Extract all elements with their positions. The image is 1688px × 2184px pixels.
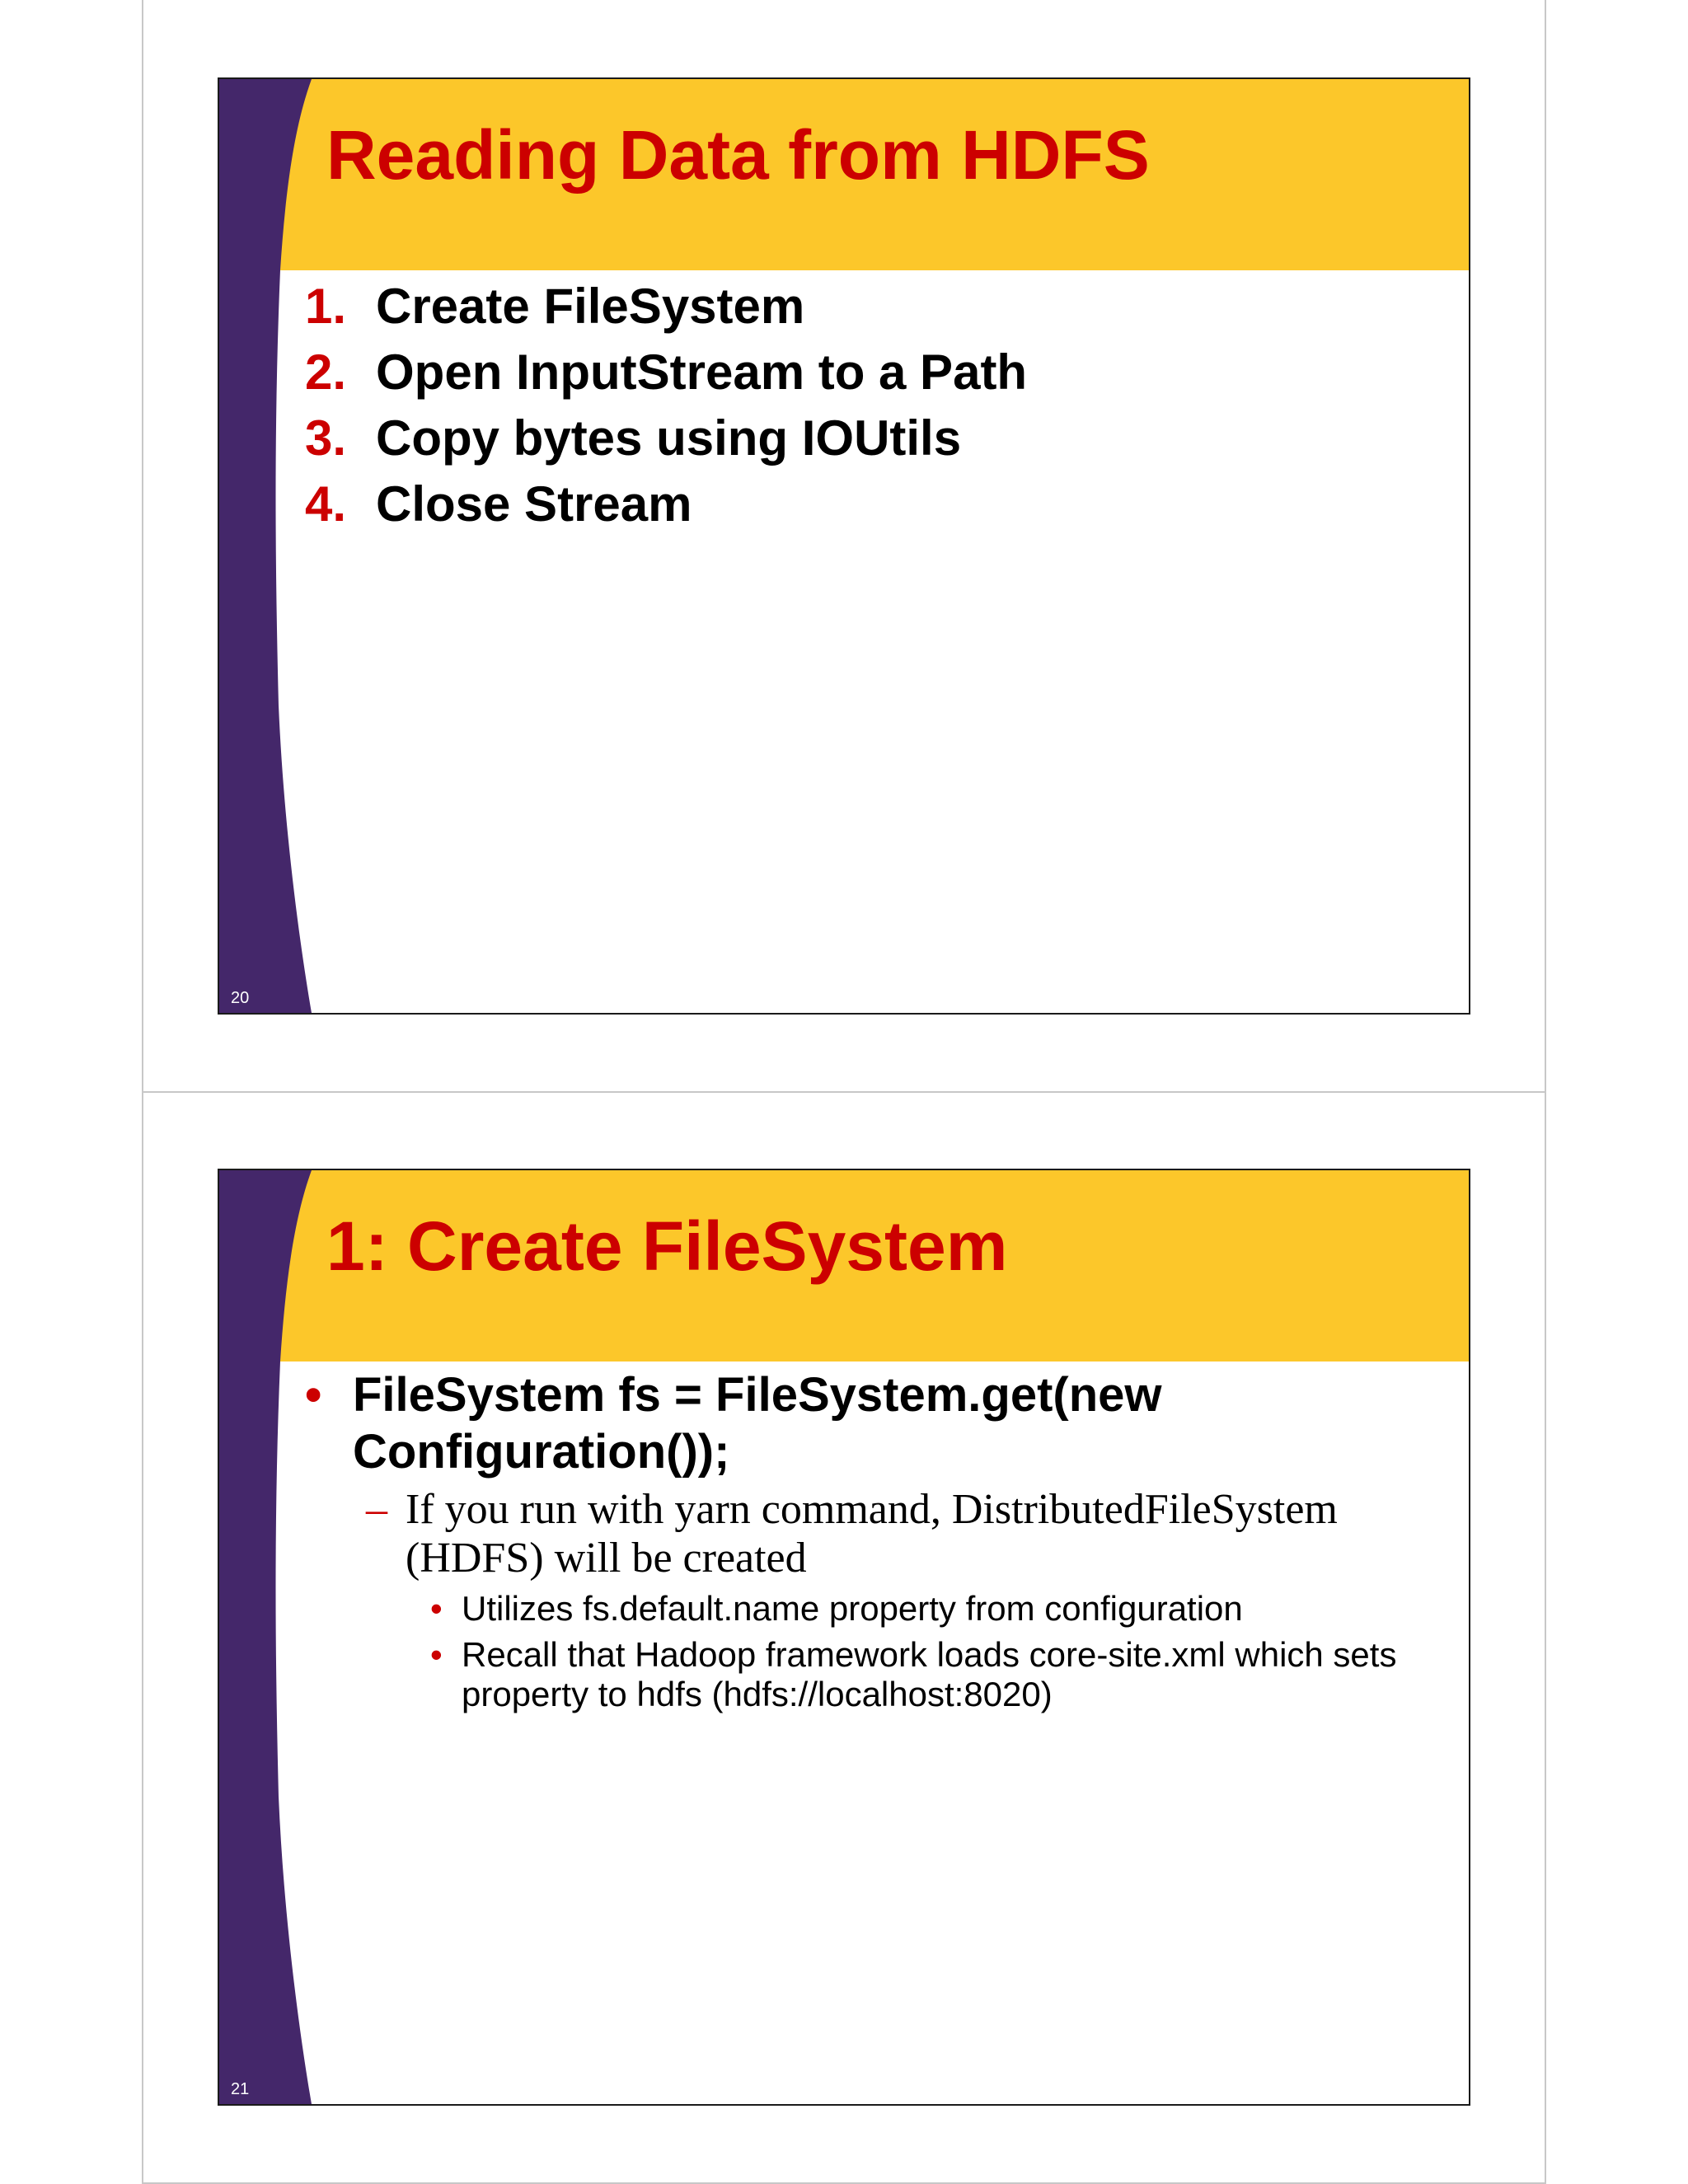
code-line: Configuration()); (353, 1425, 730, 1479)
slide-create-filesystem (218, 1169, 1470, 2106)
bullet-text: Utilizes fs.default.name property from configuration (462, 1589, 1243, 1628)
slide-content (305, 1366, 1442, 1714)
list-item (305, 471, 1027, 537)
slide-number: 21 (231, 2080, 250, 2098)
step-text: Copy bytes using IOUtils (376, 410, 962, 466)
bullet-marker: • (305, 1368, 322, 1422)
list-item (305, 340, 1027, 405)
list-item (305, 405, 1027, 471)
step-text: Close Stream (376, 476, 692, 532)
bullet-text: Recall that Hadoop framework loads core-site.xml which sets property to hdfs (hdfs://localhost:8020) (462, 1635, 1397, 1713)
step-number: 4. (305, 476, 347, 532)
bullet-level-1 (305, 1366, 1442, 1480)
slide-title: Reading Data from HDFS (326, 116, 1150, 194)
code-line: FileSystem fs = FileSystem.get(new (353, 1368, 1162, 1422)
bullet-marker: • (430, 1635, 443, 1674)
slide-reading-data (218, 77, 1470, 1015)
step-number: 3. (305, 410, 347, 466)
slide-background (219, 79, 1469, 1013)
bullet-level-2 (305, 1485, 1442, 1582)
step-number: 1. (305, 279, 347, 334)
steps-list (305, 274, 1027, 537)
bullet-text: If you run with yarn command, DistributedFileSystem (HDFS) will be created (406, 1486, 1338, 1582)
list-item (305, 274, 1027, 340)
step-text: Create FileSystem (376, 279, 805, 334)
bullet-level-3 (305, 1635, 1442, 1714)
dash-marker: – (366, 1486, 387, 1533)
bullet-level-3 (305, 1589, 1442, 1629)
step-number: 2. (305, 344, 347, 400)
slide-number: 20 (231, 989, 250, 1007)
slide-title: 1: Create FileSystem (326, 1207, 1008, 1285)
step-text: Open InputStream to a Path (376, 344, 1028, 400)
bullet-marker: • (430, 1589, 443, 1628)
